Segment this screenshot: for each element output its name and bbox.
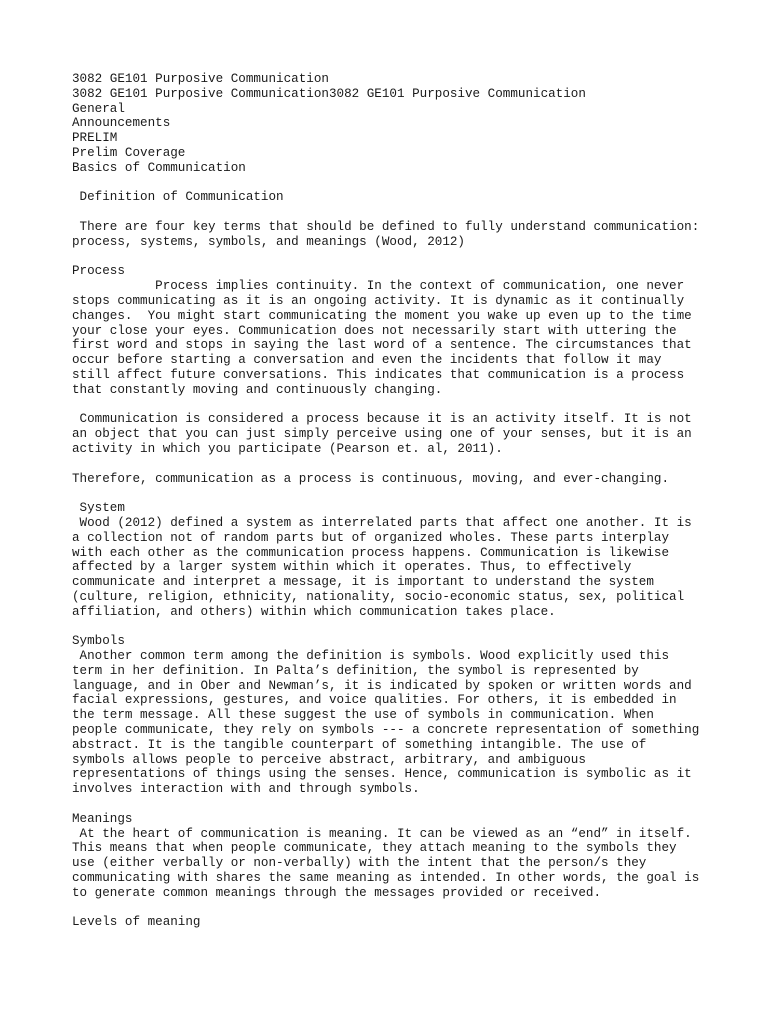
meanings-heading: Meanings [72,811,133,826]
text-line: facial expressions, gestures, and voice qualities. For others, it is embedded in [72,693,677,708]
spacer [72,797,708,812]
text-line: (culture, religion, ethnicity, nationality, socio-economic status, sex, political [72,589,685,604]
text-line: a collection not of random parts but of organized wholes. These parts interplay [72,530,670,545]
category-label: Announcements [72,116,171,131]
process-conclusion: Therefore, communication as a process is continuous, moving, and ever-changing. [72,471,670,486]
spacer [72,176,708,191]
symbols-heading: Symbols [72,634,125,649]
text-line: language, and in Ober and Newman’s, it is indicated by spoken or written words and [72,678,692,693]
text-line: Process implies continuity. In the context of communication, one never [72,279,685,294]
definition-heading: Definition of Communication [72,190,284,205]
course-title: 3082 GE101 Purposive Communication [72,72,329,86]
process-paragraph-1 [72,279,708,397]
spacer [72,250,708,265]
document-header [72,72,708,176]
spacer [72,398,708,413]
meanings-paragraph [72,827,708,901]
text-line: an object that you can just simply perceive using one of your senses, but it is an [72,427,692,442]
symbols-paragraph [72,649,708,797]
text-line: the term message. All these suggest the use of symbols in communication. When [72,708,654,723]
text-line: process, systems, symbols, and meanings (Wood, 2012) [72,234,465,249]
text-line: still affect future conversations. This indicates that communication is a process [72,367,685,382]
process-paragraph-2 [72,412,708,456]
course-path: 3082 GE101 Purposive Communication3082 GE101 Purposive Communication [72,86,586,101]
text-line: occur before starting a conversation and even the incidents that follow it may [72,353,662,368]
system-paragraph [72,516,708,620]
spacer [72,619,708,634]
text-line: term in her definition. In Palta’s definition, the symbol is represented by [72,663,639,678]
text-line: Communication is considered a process because it is an activity itself. It is not [72,412,692,427]
process-heading: Process [72,264,125,279]
spacer [72,457,708,472]
text-line: affiliation, and others) within which communication takes place. [72,604,556,619]
spacer [72,486,708,501]
spacer [72,205,708,220]
text-line: stops communicating as it is an ongoing activity. It is dynamic as it continually [72,293,685,308]
system-heading: System [72,501,125,516]
text-line: involves interaction with and through symbols. [72,782,420,797]
text-line: affected by a larger system within which it operates. Thus, to effectively [72,560,632,575]
coverage-label: Prelim Coverage [72,145,186,160]
text-line: representations of things using the senses. Hence, communication is symbolic as it [72,767,692,782]
levels-heading: Levels of meaning [72,915,201,930]
text-line: communicate and interpret a message, it is important to understand the system [72,575,654,590]
text-line: This means that when people communicate, they attach meaning to the symbols they [72,841,677,856]
text-line: There are four key terms that should be defined to fully understand communication: [72,219,700,234]
topic-label: Basics of Communication [72,160,246,175]
text-line: communicating with shares the same meaning as intended. In other words, the goal is [72,871,700,886]
text-line: abstract. It is the tangible counterpart of something intangible. The use of [72,737,647,752]
text-line: people communicate, they rely on symbols --- a concrete representation of something [72,723,700,738]
text-line: first word and stops in saying the last word of a sentence. The circumstances that [72,338,692,353]
section-label: General [72,101,125,116]
spacer [72,901,708,916]
text-line: that constantly moving and continuously changing. [72,382,443,397]
text-line: symbols allows people to perceive abstract, arbitrary, and ambiguous [72,752,586,767]
text-line: use (either verbally or non-verbally) with the intent that the person/s they [72,856,647,871]
text-line: activity in which you participate (Pearson et. al, 2011). [72,441,503,456]
text-line: changes. You might start communicating the moment you wake up even up to the time [72,308,692,323]
text-line: Wood (2012) defined a system as interrelated parts that affect one another. It is [72,515,692,530]
definition-intro [72,220,708,250]
text-line: with each other as the communication process happens. Communication is likewise [72,545,670,560]
text-line: At the heart of communication is meaning. It can be viewed as an “end” in itself. [72,826,692,841]
text-line: your close your eyes. Communication does not necessarily start with uttering the [72,323,677,338]
term-label: PRELIM [72,131,118,146]
text-line: Another common term among the definition is symbols. Wood explicitly used this [72,649,670,664]
text-line: to generate common meanings through the messages provided or received. [72,885,602,900]
